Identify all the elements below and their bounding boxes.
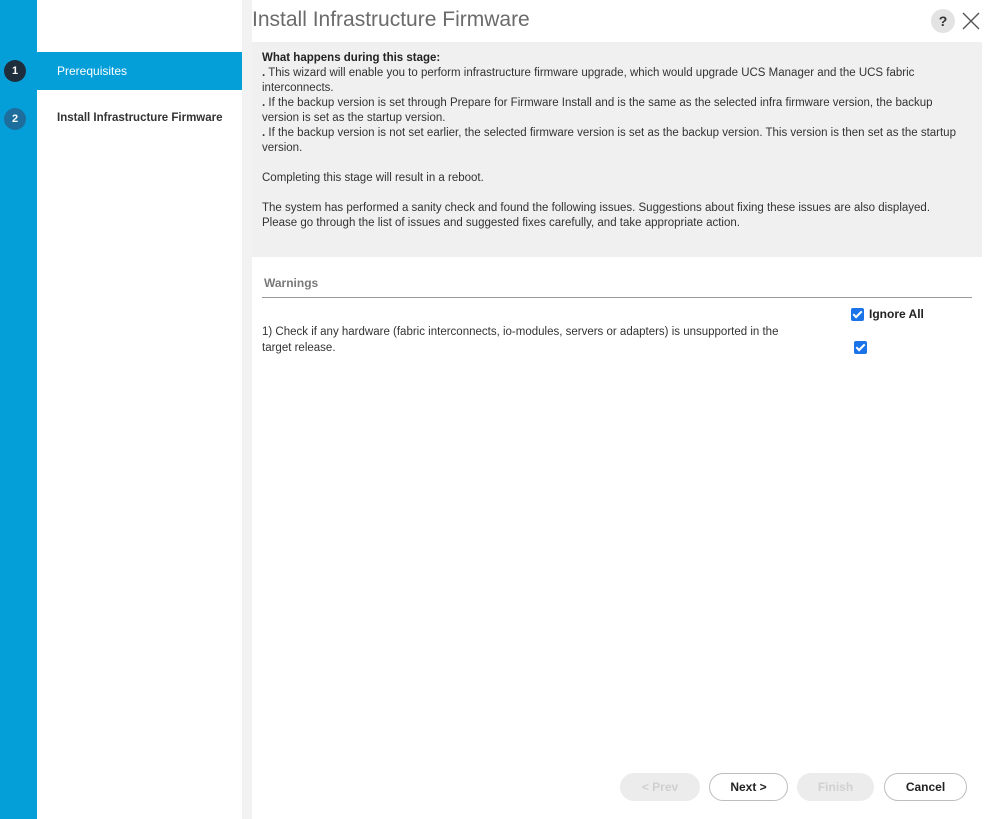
reboot-note: Completing this stage will result in a reboot. xyxy=(262,172,484,184)
page-title: Install Infrastructure Firmware xyxy=(252,8,530,31)
bullet-mark: . xyxy=(262,67,266,79)
step-label: Prerequisites xyxy=(57,64,128,78)
wizard-step-prerequisites[interactable] xyxy=(0,52,242,90)
ignore-all-control[interactable] xyxy=(851,307,924,321)
ignore-all-checkbox[interactable] xyxy=(851,308,864,321)
info-bullet: . If the backup version is set through Prepare for Firmware Install and is the same as the selected infra firmware version, the backup version is set as the startup version. xyxy=(262,97,933,124)
prev-button[interactable]: < Prev xyxy=(620,773,700,801)
step-number-badge: 2 xyxy=(4,108,26,130)
warnings-divider xyxy=(262,297,972,298)
sanity-note: The system has performed a sanity check and found the following issues. Suggestions about fixing these issues are also displayed. xyxy=(262,202,931,214)
stage-info-panel xyxy=(252,42,982,257)
next-button[interactable]: Next > xyxy=(709,773,788,801)
ignore-all-label: Ignore All xyxy=(869,307,924,321)
cancel-button[interactable]: Cancel xyxy=(884,773,967,801)
warnings-heading: Warnings xyxy=(264,276,319,290)
warning-item-checkbox[interactable] xyxy=(854,341,867,354)
finish-button[interactable]: Finish xyxy=(797,773,874,801)
warning-item-text: 1) Check if any hardware (fabric interconnects, io-modules, servers or adapters) is unsupported in the target release. xyxy=(262,326,779,354)
step-number-badge: 1 xyxy=(4,60,26,82)
panel-divider xyxy=(242,0,252,819)
bullet-mark: . xyxy=(262,97,266,109)
close-icon[interactable] xyxy=(959,9,983,33)
wizard-step-install-infrastructure-firmware[interactable] xyxy=(0,100,242,138)
info-heading: What happens during this stage: xyxy=(262,52,441,64)
action-note: Please go through the list of issues and suggested fixes carefully, and take appropriate action. xyxy=(262,217,740,229)
help-icon[interactable]: ? xyxy=(931,9,955,33)
bullet-mark: . xyxy=(262,127,266,139)
info-bullet: . If the backup version is not set earlier, the selected firmware version is set as the backup version. This version is then set as the startup version. xyxy=(262,127,956,154)
info-bullet: . This wizard will enable you to perform infrastructure firmware upgrade, which would upgrade UCS Manager and the UCS fabric interconnects. xyxy=(262,67,915,94)
step-label: Install Infrastructure Firmware xyxy=(57,112,223,124)
